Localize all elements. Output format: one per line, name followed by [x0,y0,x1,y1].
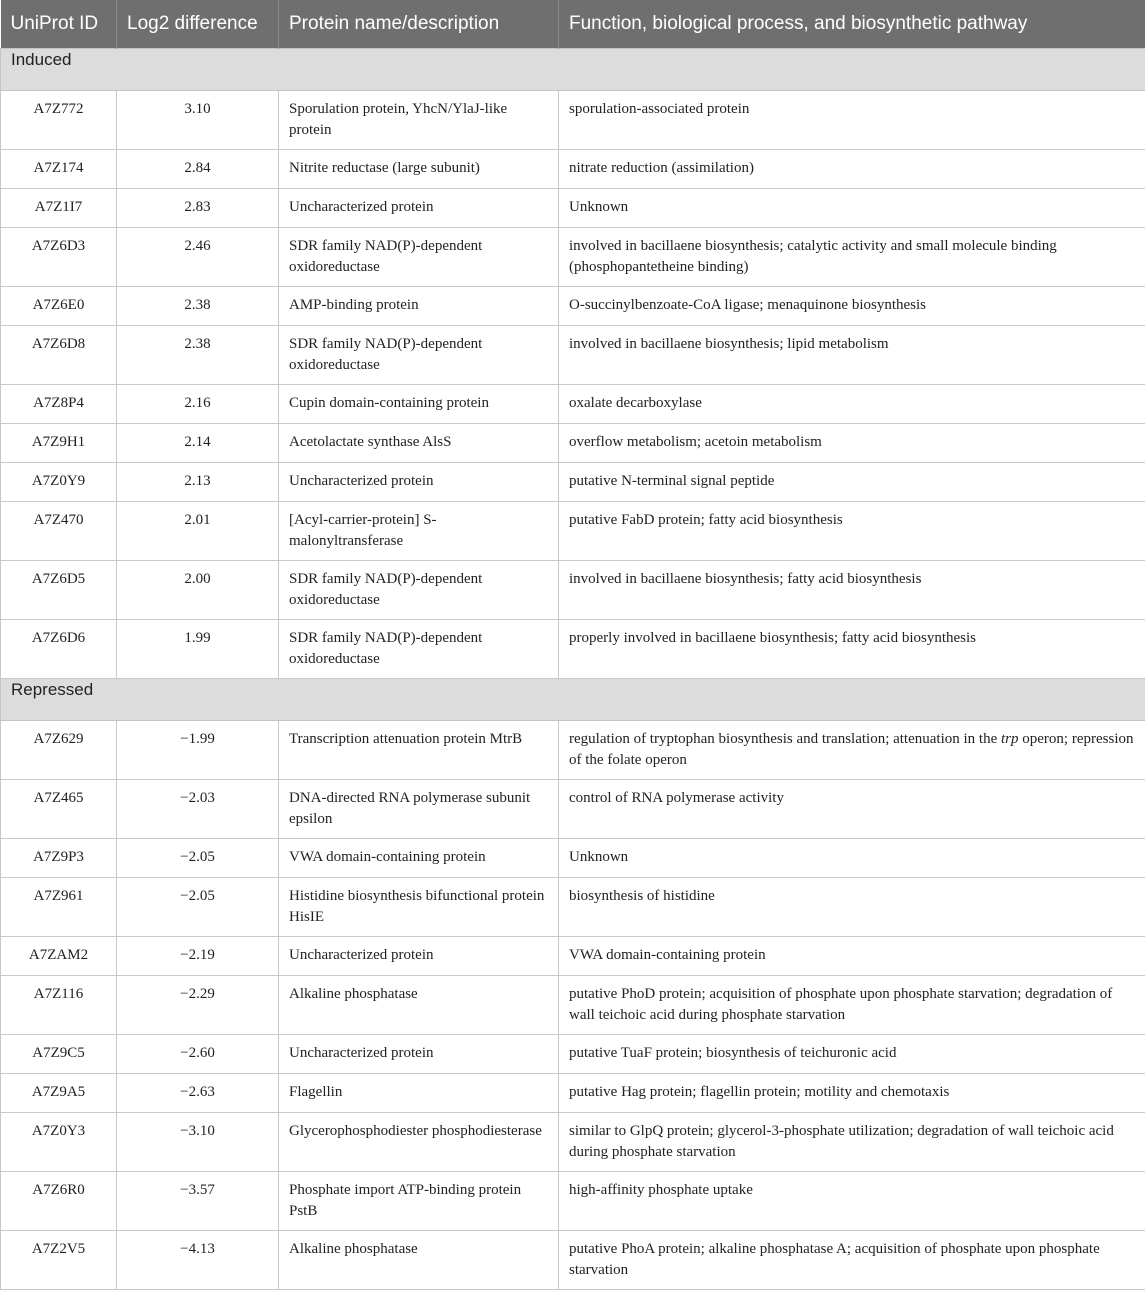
uniprot-id-cell: A7Z6D5 [1,560,117,619]
log2-difference-cell: −4.13 [117,1230,279,1289]
protein-name-cell: VWA domain-containing protein [279,838,559,877]
log2-difference-cell: 2.16 [117,384,279,423]
protein-name-cell: Uncharacterized protein [279,1034,559,1073]
protein-name-cell: Phosphate import ATP-binding protein PstB [279,1171,559,1230]
table-row [1,975,1145,1034]
header-function: Function, biological process, and biosynthetic pathway [559,0,1145,48]
log2-difference-cell: 2.01 [117,501,279,560]
protein-name-cell: [Acyl-carrier-protein] S-malonyltransferase [279,501,559,560]
function-cell: O-succinylbenzoate-CoA ligase; menaquinone biosynthesis [559,286,1145,325]
table-row [1,325,1145,384]
function-cell: putative PhoD protein; acquisition of phosphate upon phosphate starvation; degradation of wall teichoic acid during phosphate starvation [559,975,1145,1034]
uniprot-id-cell: A7Z8P4 [1,384,117,423]
uniprot-id-cell: A7Z6D6 [1,619,117,678]
protein-name-cell: Nitrite reductase (large subunit) [279,149,559,188]
function-cell: putative FabD protein; fatty acid biosynthesis [559,501,1145,560]
uniprot-id-cell: A7Z1I7 [1,188,117,227]
table-row [1,90,1145,149]
log2-difference-cell: 2.84 [117,149,279,188]
function-cell: putative Hag protein; flagellin protein; motility and chemotaxis [559,1073,1145,1112]
log2-difference-cell: 2.00 [117,560,279,619]
table-row [1,188,1145,227]
log2-difference-cell: −2.29 [117,975,279,1034]
function-cell: putative N-terminal signal peptide [559,462,1145,501]
protein-name-cell: DNA-directed RNA polymerase subunit epsilon [279,779,559,838]
protein-name-cell: Uncharacterized protein [279,936,559,975]
log2-difference-cell: −2.63 [117,1073,279,1112]
log2-difference-cell: −3.57 [117,1171,279,1230]
function-cell: Unknown [559,838,1145,877]
section-label-induced: Induced [1,48,1145,90]
function-cell: regulation of tryptophan biosynthesis and translation; attenuation in the trp operon; repression of the folate operon [559,720,1145,779]
function-cell: involved in bacillaene biosynthesis; fatty acid biosynthesis [559,560,1145,619]
gene-name-italic: trp [1001,731,1019,747]
protein-name-cell: Histidine biosynthesis bifunctional protein HisIE [279,877,559,936]
uniprot-id-cell: A7Z0Y9 [1,462,117,501]
table-row [1,1034,1145,1073]
protein-name-cell: SDR family NAD(P)-dependent oxidoreductase [279,560,559,619]
section-label-repressed: Repressed [1,678,1145,720]
header-row [1,0,1145,48]
protein-name-cell: SDR family NAD(P)-dependent oxidoreductase [279,619,559,678]
function-cell: biosynthesis of histidine [559,877,1145,936]
protein-name-cell: SDR family NAD(P)-dependent oxidoreductase [279,227,559,286]
uniprot-id-cell: A7Z9P3 [1,838,117,877]
protein-name-cell: SDR family NAD(P)-dependent oxidoreductase [279,325,559,384]
uniprot-id-cell: A7Z629 [1,720,117,779]
table-row [1,227,1145,286]
section-row-repressed [1,678,1145,720]
uniprot-id-cell: A7Z174 [1,149,117,188]
log2-difference-cell: 2.13 [117,462,279,501]
protein-name-cell: Uncharacterized protein [279,188,559,227]
table-row [1,1112,1145,1171]
protein-name-cell: Flagellin [279,1073,559,1112]
header-log2-difference: Log2 difference [117,0,279,48]
section-row-induced [1,48,1145,90]
uniprot-id-cell: A7Z9H1 [1,423,117,462]
function-cell: overflow metabolism; acetoin metabolism [559,423,1145,462]
table-row [1,877,1145,936]
uniprot-id-cell: A7Z6D3 [1,227,117,286]
protein-name-cell: AMP-binding protein [279,286,559,325]
function-cell: sporulation-associated protein [559,90,1145,149]
log2-difference-cell: −2.05 [117,838,279,877]
function-cell: control of RNA polymerase activity [559,779,1145,838]
uniprot-id-cell: A7Z772 [1,90,117,149]
table-row [1,286,1145,325]
log2-difference-cell: 3.10 [117,90,279,149]
protein-name-cell: Glycerophosphodiester phosphodiesterase [279,1112,559,1171]
function-cell: high-affinity phosphate uptake [559,1171,1145,1230]
uniprot-id-cell: A7Z9A5 [1,1073,117,1112]
protein-name-cell: Sporulation protein, YhcN/YlaJ-like protein [279,90,559,149]
table-row [1,779,1145,838]
uniprot-id-cell: A7Z9C5 [1,1034,117,1073]
uniprot-id-cell: A7Z465 [1,779,117,838]
protein-name-cell: Transcription attenuation protein MtrB [279,720,559,779]
log2-difference-cell: 2.38 [117,325,279,384]
function-cell: similar to GlpQ protein; glycerol-3-phosphate utilization; degradation of wall teichoic acid during phosphate starvation [559,1112,1145,1171]
uniprot-id-cell: A7Z6D8 [1,325,117,384]
log2-difference-cell: −2.03 [117,779,279,838]
function-cell: involved in bacillaene biosynthesis; lipid metabolism [559,325,1145,384]
protein-name-cell: Alkaline phosphatase [279,975,559,1034]
table-row [1,1171,1145,1230]
table-row [1,619,1145,678]
uniprot-id-cell: A7Z116 [1,975,117,1034]
function-cell: involved in bacillaene biosynthesis; catalytic activity and small molecule binding (phosphopantetheine binding) [559,227,1145,286]
protein-name-cell: Alkaline phosphatase [279,1230,559,1289]
table-row [1,149,1145,188]
log2-difference-cell: −2.60 [117,1034,279,1073]
function-cell: properly involved in bacillaene biosynthesis; fatty acid biosynthesis [559,619,1145,678]
function-cell: VWA domain-containing protein [559,936,1145,975]
log2-difference-cell: −3.10 [117,1112,279,1171]
table-row [1,1230,1145,1289]
protein-name-cell: Acetolactate synthase AlsS [279,423,559,462]
uniprot-id-cell: A7Z6E0 [1,286,117,325]
uniprot-id-cell: A7Z961 [1,877,117,936]
table-body [1,48,1145,1289]
log2-difference-cell: 2.46 [117,227,279,286]
log2-difference-cell: −1.99 [117,720,279,779]
function-cell: nitrate reduction (assimilation) [559,149,1145,188]
uniprot-id-cell: A7Z2V5 [1,1230,117,1289]
log2-difference-cell: 2.83 [117,188,279,227]
table-row [1,501,1145,560]
protein-name-cell: Uncharacterized protein [279,462,559,501]
uniprot-id-cell: A7Z0Y3 [1,1112,117,1171]
table-row [1,720,1145,779]
log2-difference-cell: 2.14 [117,423,279,462]
table-row [1,936,1145,975]
log2-difference-cell: 1.99 [117,619,279,678]
table-row [1,838,1145,877]
function-cell: putative TuaF protein; biosynthesis of teichuronic acid [559,1034,1145,1073]
table-row [1,384,1145,423]
table-row [1,560,1145,619]
table-row [1,462,1145,501]
table-row [1,1073,1145,1112]
table-row [1,423,1145,462]
header-uniprot-id: UniProt ID [1,0,117,48]
log2-difference-cell: −2.05 [117,877,279,936]
uniprot-id-cell: A7Z470 [1,501,117,560]
log2-difference-cell: −2.19 [117,936,279,975]
protein-name-cell: Cupin domain-containing protein [279,384,559,423]
function-cell: Unknown [559,188,1145,227]
log2-difference-cell: 2.38 [117,286,279,325]
function-cell: oxalate decarboxylase [559,384,1145,423]
header-protein-name: Protein name/description [279,0,559,48]
function-cell: putative PhoA protein; alkaline phosphatase A; acquisition of phosphate upon phosphate starvation [559,1230,1145,1289]
uniprot-id-cell: A7Z6R0 [1,1171,117,1230]
uniprot-id-cell: A7ZAM2 [1,936,117,975]
